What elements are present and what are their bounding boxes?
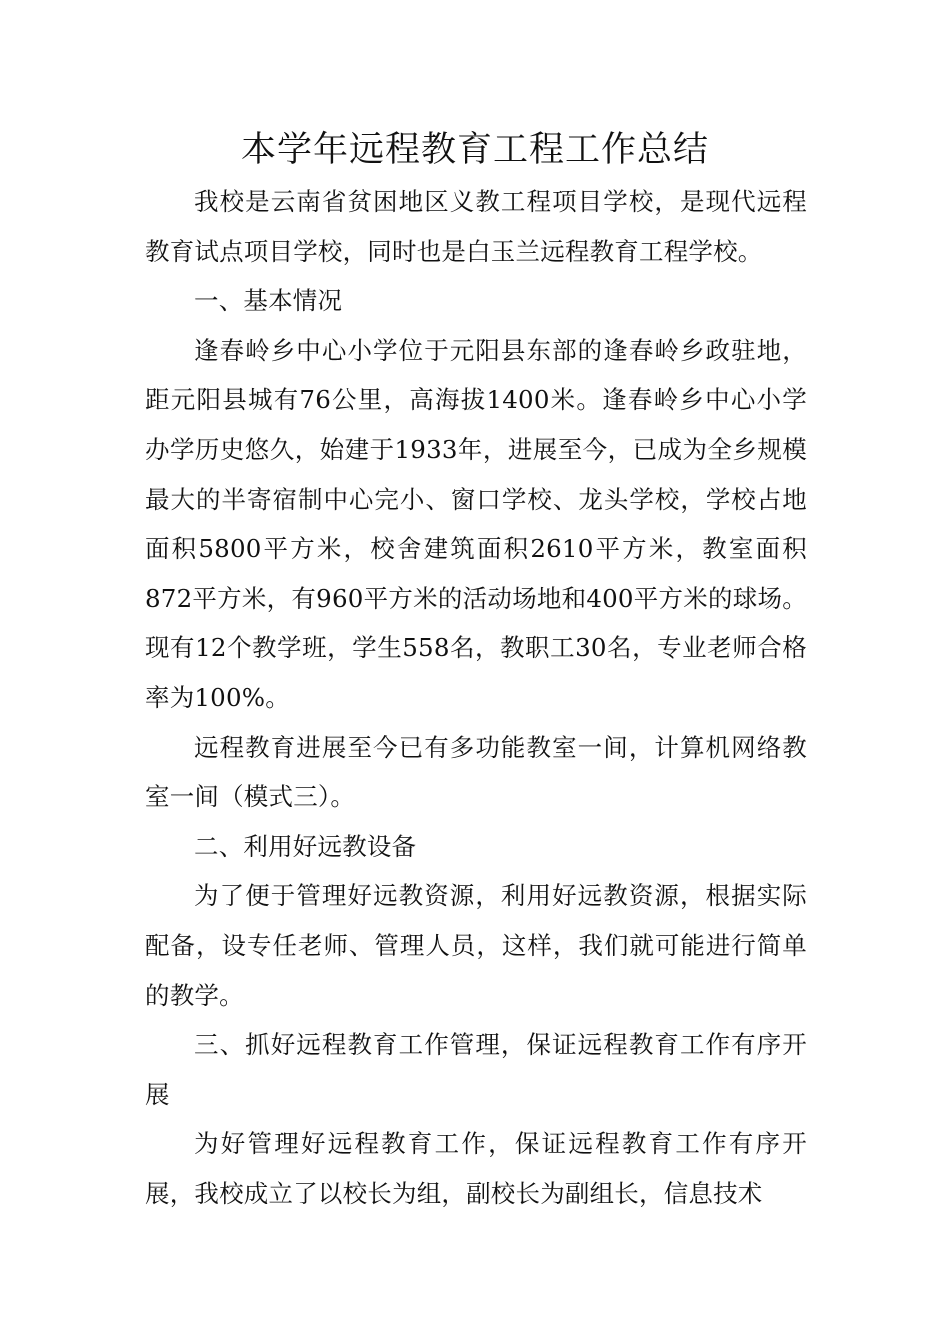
section-heading-basic-info: 一、基本情况 xyxy=(194,286,343,316)
remote-classroom-paragraph: 远程教育进展至今已有多功能教室一间，计算机网络教室一间（模式三）。 xyxy=(145,732,807,812)
document-body xyxy=(145,177,807,1218)
section-heading-equipment: 二、利用好远教设备 xyxy=(194,831,417,861)
document-title: 本学年远程教育工程工作总结 xyxy=(240,130,709,170)
management-paragraph: 为好管理好远程教育工作，保证远程教育工作有序开展，我校成立了以校长为组，副校长为副组长，信息技术 xyxy=(145,1129,807,1208)
basic-info-paragraph: 逢春岭乡中心小学位于元阳县东部的逢春岭乡政驻地，距元阳县城有76公里，高海拔1400米。逢春岭乡中心小学办学历史悠久，始建于1933年，进展至今，已成为全乡规模最大的半寄宿制中心完小、窗口学校、龙头学校，学校占地面积5800平方米，校舍建筑面积2610平方米，教室面积872平方米，有960平方米的活动场地和400平方米的球场。现有12个教学班，学生558名，教职工30名，专业老师合格率为100%。 xyxy=(145,335,807,712)
equipment-paragraph: 为了便于管理好远教资源，利用好远教资源，根据实际配备，设专任老师、管理人员，这样，我们就可能进行简单的教学。 xyxy=(145,881,807,1010)
section-heading-management: 三、抓好远程教育工作管理，保证远程教育工作有序开展 xyxy=(145,1030,807,1109)
intro-paragraph: 我校是云南省贫困地区义教工程项目学校，是现代远程教育试点项目学校，同时也是白玉兰远程教育工程学校。 xyxy=(145,187,807,266)
